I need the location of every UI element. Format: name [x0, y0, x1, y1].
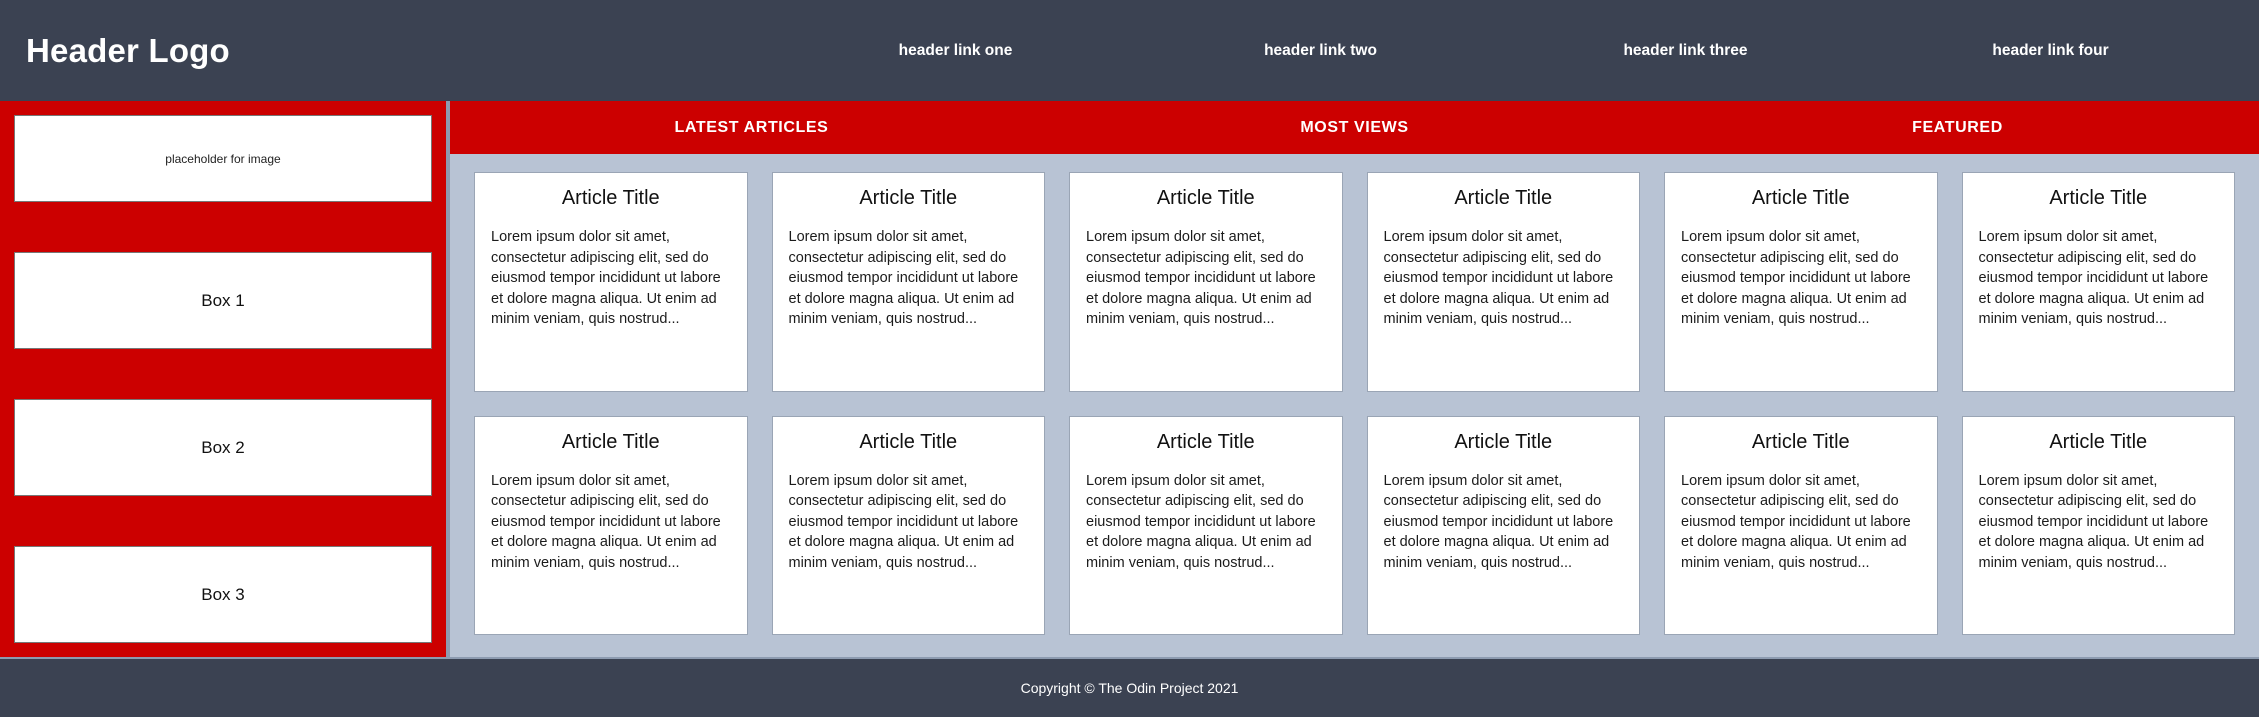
- article-excerpt: Lorem ipsum dolor sit amet, consectetur adipiscing elit, sed do eiusmod tempor incididunt ut labore et dolore magna aliqua. Ut enim ad minim veniam, quis nostrud...: [1978, 472, 2209, 571]
- site-header: [0, 0, 2259, 101]
- article-excerpt: Lorem ipsum dolor sit amet, consectetur adipiscing elit, sed do eiusmod tempor incididunt ut labore et dolore magna aliqua. Ut enim ad minim veniam, quis nostrud...: [1978, 229, 2209, 328]
- article-card[interactable]: [1069, 172, 1343, 392]
- header-nav: [230, 42, 2233, 60]
- article-excerpt: Lorem ipsum dolor sit amet, consectetur adipiscing elit, sed do eiusmod tempor incididunt ut labore et dolore magna aliqua. Ut enim ad minim veniam, quis nostrud...: [1681, 472, 1911, 571]
- article-title: Article Title: [2049, 430, 2148, 453]
- article-title: Article Title: [1454, 187, 1553, 209]
- article-card[interactable]: [1367, 172, 1641, 392]
- article-title: Article Title: [2049, 187, 2148, 209]
- article-excerpt: Lorem ipsum dolor sit amet, consectetur adipiscing elit, sed do eiusmod tempor incididunt ut labore et dolore magna aliqua. Ut enim ad minim veniam, quis nostrud...: [491, 472, 721, 571]
- article-excerpt: Lorem ipsum dolor sit amet, consectetur adipiscing elit, sed do eiusmod tempor incididunt ut labore et dolore magna aliqua. Ut enim ad minim veniam, quis nostrud...: [491, 229, 721, 328]
- header-link-two[interactable]: header link two: [1264, 41, 1377, 59]
- tab-most-views[interactable]: MOST VIEWS: [1300, 118, 1409, 136]
- header-link-three[interactable]: header link three: [1623, 41, 1748, 59]
- article-excerpt: Lorem ipsum dolor sit amet, consectetur adipiscing elit, sed do eiusmod tempor incididunt ut labore et dolore magna aliqua. Ut enim ad minim veniam, quis nostrud...: [1086, 229, 1316, 328]
- article-card[interactable]: [1962, 416, 2236, 636]
- article-card[interactable]: [772, 416, 1046, 636]
- article-title: Article Title: [1751, 430, 1850, 453]
- article-card[interactable]: [474, 172, 748, 392]
- article-excerpt: Lorem ipsum dolor sit amet, consectetur adipiscing elit, sed do eiusmod tempor incididunt ut labore et dolore magna aliqua. Ut enim ad minim veniam, quis nostrud...: [788, 472, 1019, 571]
- article-title: Article Title: [1156, 187, 1255, 209]
- header-link-one[interactable]: header link one: [898, 41, 1013, 59]
- article-card[interactable]: [1962, 172, 2236, 392]
- article-card[interactable]: [474, 416, 748, 636]
- sidebar-box-3[interactable]: Box 3: [14, 546, 432, 643]
- article-title: Article Title: [859, 430, 958, 453]
- article-grid: [450, 154, 2259, 657]
- page-body: [0, 101, 2259, 659]
- article-title: Article Title: [1156, 430, 1255, 453]
- tab-bar: [450, 101, 2259, 154]
- sidebar-box-2[interactable]: Box 2: [14, 399, 432, 496]
- article-title: Article Title: [1751, 187, 1850, 209]
- article-card[interactable]: [1069, 416, 1343, 636]
- footer-copyright: Copyright © The Odin Project 2021: [1020, 680, 1239, 696]
- article-excerpt: Lorem ipsum dolor sit amet, consectetur adipiscing elit, sed do eiusmod tempor incididunt ut labore et dolore magna aliqua. Ut enim ad minim veniam, quis nostrud...: [1383, 472, 1614, 571]
- header-logo: Header Logo: [26, 31, 230, 69]
- sidebar-box-1[interactable]: Box 1: [14, 252, 432, 349]
- site-footer: [0, 659, 2259, 717]
- sidebar-image-placeholder: placeholder for image: [14, 115, 432, 202]
- main-content: [448, 101, 2259, 659]
- article-excerpt: Lorem ipsum dolor sit amet, consectetur adipiscing elit, sed do eiusmod tempor incididunt ut labore et dolore magna aliqua. Ut enim ad minim veniam, quis nostrud...: [788, 229, 1019, 328]
- article-card[interactable]: [1664, 416, 1938, 636]
- article-card[interactable]: [1367, 416, 1641, 636]
- article-excerpt: Lorem ipsum dolor sit amet, consectetur adipiscing elit, sed do eiusmod tempor incididunt ut labore et dolore magna aliqua. Ut enim ad minim veniam, quis nostrud...: [1681, 229, 1911, 328]
- article-excerpt: Lorem ipsum dolor sit amet, consectetur adipiscing elit, sed do eiusmod tempor incididunt ut labore et dolore magna aliqua. Ut enim ad minim veniam, quis nostrud...: [1383, 229, 1614, 328]
- tab-featured[interactable]: FEATURED: [1912, 118, 2003, 136]
- sidebar: [0, 101, 448, 659]
- article-card[interactable]: [1664, 172, 1938, 392]
- tab-latest-articles[interactable]: LATEST ARTICLES: [674, 118, 829, 136]
- article-card[interactable]: [772, 172, 1046, 392]
- article-title: Article Title: [561, 430, 660, 453]
- article-title: Article Title: [1454, 430, 1553, 453]
- article-title: Article Title: [859, 187, 958, 209]
- header-link-four[interactable]: header link four: [1992, 41, 2109, 59]
- article-excerpt: Lorem ipsum dolor sit amet, consectetur adipiscing elit, sed do eiusmod tempor incididunt ut labore et dolore magna aliqua. Ut enim ad minim veniam, quis nostrud...: [1086, 472, 1316, 571]
- article-title: Article Title: [561, 187, 660, 209]
